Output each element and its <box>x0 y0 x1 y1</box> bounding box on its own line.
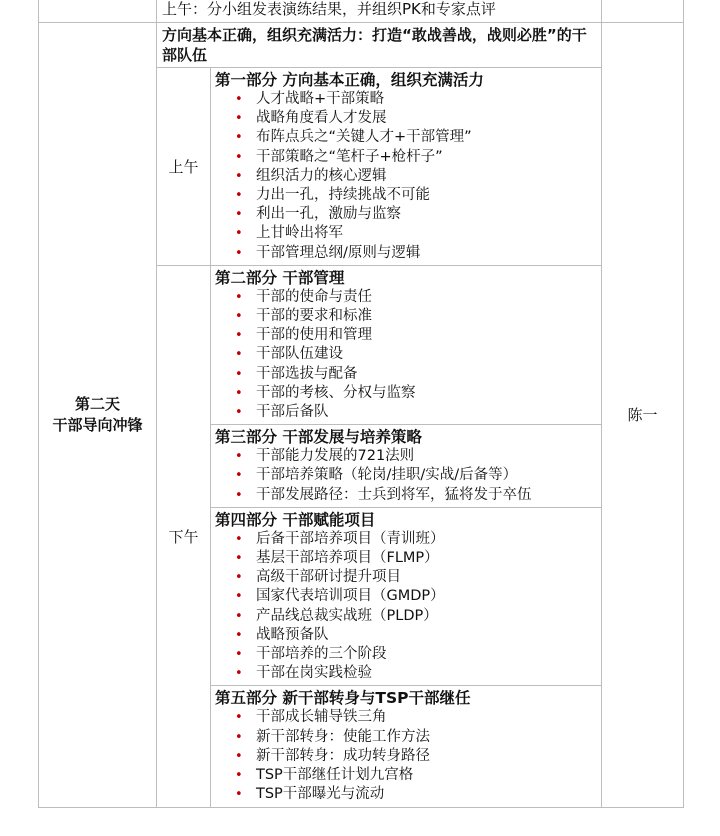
list-item <box>235 728 601 747</box>
list-item <box>235 645 601 664</box>
list-item-text: TSP干部继任计划九宫格 <box>256 767 414 784</box>
bullet-dot-icon: • <box>235 551 243 567</box>
list-item-text: 战略预备队 <box>256 626 329 643</box>
list-item <box>235 664 601 683</box>
list-item <box>235 403 601 422</box>
bullet-list <box>211 530 601 686</box>
time-label-morning: 上午 <box>157 68 211 266</box>
day-topic: 干部导向冲锋 <box>52 415 143 434</box>
section-title: 第一部分 方向基本正确，组织充满活力 <box>215 71 484 89</box>
list-item-text: 干部成长辅导铁三角 <box>256 709 387 726</box>
afternoon-content-cell <box>211 686 602 807</box>
bullet-dot-icon: • <box>235 405 243 421</box>
day-cell <box>39 23 157 808</box>
list-item <box>235 587 601 606</box>
bullet-dot-icon: • <box>235 487 243 503</box>
list-item-text: 组织活力的核心逻辑 <box>256 167 387 184</box>
time-label-afternoon: 下午 <box>157 265 211 807</box>
list-item-text: 干部在岗实践检验 <box>256 665 372 682</box>
list-item <box>235 447 601 466</box>
section-title: 第五部分 新干部转身与TSP干部继任 <box>215 689 471 708</box>
bullet-dot-icon: • <box>235 226 243 242</box>
bullet-dot-icon: • <box>235 787 243 803</box>
bullet-list <box>211 90 601 265</box>
bullet-dot-icon: • <box>235 130 243 146</box>
list-item <box>235 109 601 128</box>
bullet-dot-icon: • <box>235 111 243 127</box>
list-item-text: TSP干部曝光与流动 <box>256 786 385 803</box>
section-title: 第二部分 干部管理 <box>215 268 345 287</box>
bullet-dot-icon: • <box>235 92 243 107</box>
day-blank-cell <box>39 0 157 23</box>
list-item <box>235 224 601 243</box>
bullet-dot-icon: • <box>235 589 243 605</box>
bullet-dot-icon: • <box>235 347 243 363</box>
list-item-text: 干部培养策略（轮岗/挂职/实战/后备等） <box>256 467 518 484</box>
list-item <box>235 186 601 205</box>
list-item <box>235 785 601 804</box>
bullet-dot-icon: • <box>235 768 243 784</box>
list-item-text: 力出一孔，持续挑战不可能 <box>256 187 430 204</box>
list-item <box>235 486 601 505</box>
bullet-dot-icon: • <box>235 710 243 726</box>
list-item-text: 干部的使用和管理 <box>256 327 372 344</box>
list-item-text: 干部培养的三个阶段 <box>256 646 387 663</box>
list-item <box>235 244 601 263</box>
list-item-text: 上甘岭出将军 <box>256 225 343 242</box>
top-note: 上午：分小组发表演练结果，并组织PK和专家点评 <box>157 0 602 23</box>
bullet-list <box>211 288 601 424</box>
list-item-text: 新干部转身：成功转身路径 <box>256 747 430 764</box>
list-item-text: 干部的要求和标准 <box>256 308 372 325</box>
list-item <box>235 205 601 224</box>
list-item-text: 干部的使命与责任 <box>256 288 372 305</box>
bullet-dot-icon: • <box>235 647 243 663</box>
teacher-cell: 陈一 <box>602 23 684 808</box>
afternoon-content-cell <box>211 507 602 686</box>
list-item <box>235 307 601 326</box>
bullet-list <box>211 708 601 806</box>
list-item-text: 干部的考核、分权与监察 <box>256 384 416 401</box>
bullet-dot-icon: • <box>235 449 243 465</box>
list-item-text: 高级干部研讨提升项目 <box>256 569 401 586</box>
list-item-text: 新干部转身：使能工作方法 <box>256 728 430 745</box>
list-item <box>235 747 601 766</box>
list-item <box>235 128 601 147</box>
teacher-blank-cell <box>602 0 684 23</box>
list-item <box>235 365 601 384</box>
list-item-text: 干部选拔与配备 <box>256 365 358 382</box>
section-title: 第三部分 干部发展与培养策略 <box>215 428 422 447</box>
schedule-table <box>38 0 684 808</box>
list-item <box>235 708 601 727</box>
list-item-text: 后备干部培养项目（青训班） <box>256 530 445 547</box>
list-item <box>235 345 601 364</box>
list-item <box>235 466 601 485</box>
morning-content-cell <box>211 68 602 266</box>
bullet-dot-icon: • <box>235 245 243 261</box>
afternoon-content-cell <box>211 425 602 508</box>
list-item <box>235 167 601 186</box>
list-item-text: 战略角度看人才发展 <box>256 110 387 127</box>
list-item-text: 利出一孔，激励与监察 <box>256 206 401 223</box>
list-item <box>235 530 601 549</box>
list-item <box>235 549 601 568</box>
list-item <box>235 626 601 645</box>
afternoon-content-cell <box>211 265 602 424</box>
section-title: 第四部分 干部赋能项目 <box>215 510 376 529</box>
list-item-text: 产品线总裁实战班（PLDP） <box>256 607 438 624</box>
list-item-text: 国家代表培训项目（GMDP） <box>256 588 445 605</box>
bullet-dot-icon: • <box>235 207 243 223</box>
list-item-text: 人才战略+干部策略 <box>256 91 385 107</box>
bullet-dot-icon: • <box>235 627 243 643</box>
theme-row <box>39 23 684 68</box>
list-item-text: 干部后备队 <box>256 404 329 421</box>
bullet-dot-icon: • <box>235 729 243 745</box>
bullet-dot-icon: • <box>235 531 243 547</box>
list-item-text: 基层干部培养项目（FLMP） <box>256 550 439 567</box>
list-item <box>235 288 601 307</box>
bullet-dot-icon: • <box>235 748 243 764</box>
bullet-dot-icon: • <box>235 608 243 624</box>
bullet-dot-icon: • <box>235 309 243 325</box>
list-item <box>235 148 601 167</box>
list-item-text: 干部策略之“笔杆子+枪杆子” <box>256 148 443 165</box>
top-note-row <box>39 0 684 23</box>
list-item <box>235 384 601 403</box>
bullet-list <box>211 447 601 507</box>
list-item-text: 干部管理总纲/原则与逻辑 <box>256 244 421 261</box>
list-item <box>235 90 601 109</box>
list-item-text: 布阵点兵之“关键人才+干部管理” <box>256 129 472 146</box>
list-item <box>235 326 601 345</box>
bullet-dot-icon: • <box>235 666 243 682</box>
list-item-text: 干部队伍建设 <box>256 346 343 363</box>
list-item-text: 干部能力发展的721法则 <box>256 448 415 465</box>
bullet-dot-icon: • <box>235 168 243 184</box>
bullet-dot-icon: • <box>235 149 243 165</box>
bullet-dot-icon: • <box>235 385 243 401</box>
bullet-dot-icon: • <box>235 468 243 484</box>
bullet-dot-icon: • <box>235 570 243 586</box>
bullet-dot-icon: • <box>235 328 243 344</box>
list-item <box>235 766 601 785</box>
theme-heading: 方向基本正确，组织充满活力：打造“敢战善战，战则必胜”的干部队伍 <box>157 23 602 68</box>
day-number: 第二天 <box>74 394 120 413</box>
list-item <box>235 607 601 626</box>
bullet-dot-icon: • <box>235 289 243 305</box>
list-item <box>235 568 601 587</box>
list-item-text: 干部发展路径：士兵到将军，猛将发于卒伍 <box>256 486 532 503</box>
bullet-dot-icon: • <box>235 366 243 382</box>
bullet-dot-icon: • <box>235 188 243 204</box>
